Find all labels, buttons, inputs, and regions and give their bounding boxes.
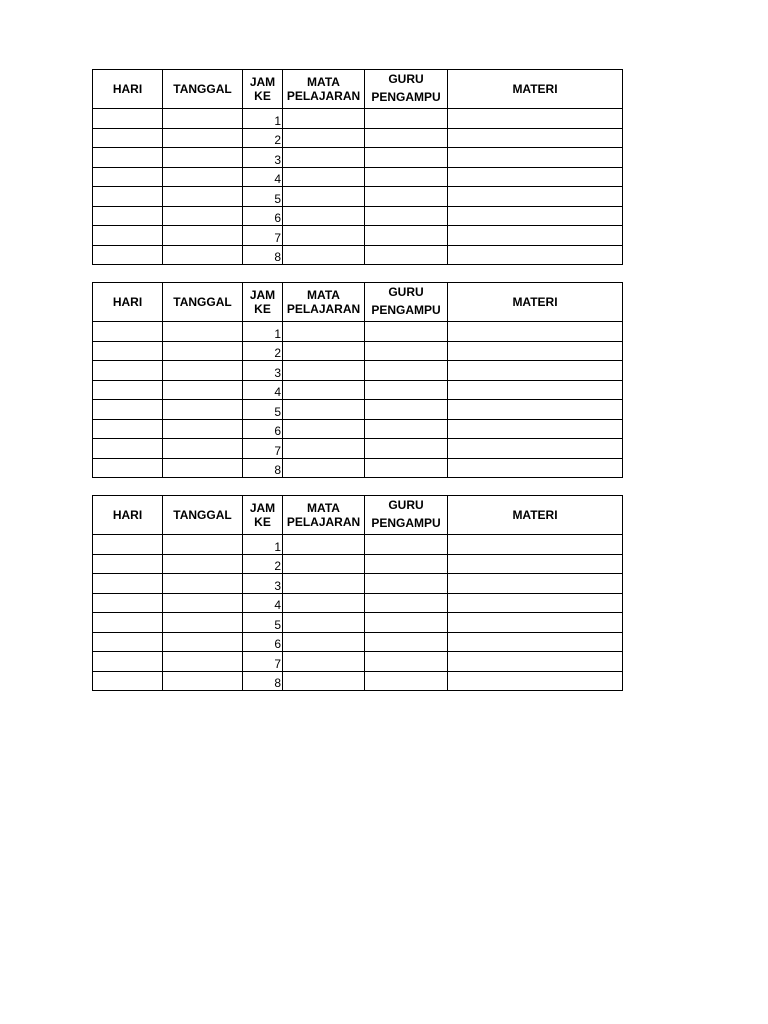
cell-materi[interactable] xyxy=(448,109,623,129)
header-jam-ke-line1: JAM xyxy=(249,75,276,89)
table-row xyxy=(93,632,623,652)
cell-hari[interactable] xyxy=(93,109,163,129)
cell-mata-pelajaran[interactable] xyxy=(283,652,365,672)
cell-guru-pengampu[interactable] xyxy=(365,632,448,652)
cell-jam-ke: 4 xyxy=(243,593,283,613)
cell-mata-pelajaran[interactable] xyxy=(283,128,365,148)
cell-jam-ke: 1 xyxy=(243,535,283,555)
cell-hari[interactable] xyxy=(93,187,163,207)
cell-jam-ke: 7 xyxy=(243,226,283,246)
cell-jam-ke: 3 xyxy=(243,148,283,168)
cell-guru-pengampu[interactable] xyxy=(365,206,448,226)
cell-guru-pengampu[interactable] xyxy=(365,535,448,555)
header-guru-pengampu xyxy=(365,496,448,535)
cell-hari[interactable] xyxy=(93,652,163,672)
cell-materi[interactable] xyxy=(448,187,623,207)
cell-tanggal[interactable] xyxy=(163,380,243,400)
cell-mata-pelajaran[interactable] xyxy=(283,187,365,207)
cell-hari[interactable] xyxy=(93,458,163,478)
cell-tanggal[interactable] xyxy=(163,341,243,361)
header-tanggal: TANGGAL xyxy=(163,283,243,322)
header-guru-pengampu xyxy=(365,283,448,322)
cell-mata-pelajaran[interactable] xyxy=(283,322,365,342)
table-row xyxy=(93,593,623,613)
cell-tanggal[interactable] xyxy=(163,322,243,342)
cell-tanggal[interactable] xyxy=(163,128,243,148)
header-mata-pelajaran-line1: MATA xyxy=(307,501,340,515)
cell-materi[interactable] xyxy=(448,439,623,459)
cell-tanggal[interactable] xyxy=(163,226,243,246)
cell-tanggal[interactable] xyxy=(163,632,243,652)
cell-hari[interactable] xyxy=(93,128,163,148)
cell-tanggal[interactable] xyxy=(163,206,243,226)
header-jam-ke-line2: KE xyxy=(254,515,271,529)
header-materi: MATERI xyxy=(448,496,623,535)
cell-jam-ke: 7 xyxy=(243,652,283,672)
header-tanggal: TANGGAL xyxy=(163,70,243,109)
cell-guru-pengampu[interactable] xyxy=(365,128,448,148)
cell-guru-pengampu[interactable] xyxy=(365,458,448,478)
cell-materi[interactable] xyxy=(448,206,623,226)
cell-materi[interactable] xyxy=(448,341,623,361)
cell-mata-pelajaran[interactable] xyxy=(283,671,365,691)
cell-guru-pengampu[interactable] xyxy=(365,226,448,246)
cell-tanggal[interactable] xyxy=(163,361,243,381)
cell-jam-ke: 1 xyxy=(243,322,283,342)
cell-hari[interactable] xyxy=(93,148,163,168)
cell-tanggal[interactable] xyxy=(163,593,243,613)
cell-hari[interactable] xyxy=(93,554,163,574)
cell-materi[interactable] xyxy=(448,380,623,400)
cell-materi[interactable] xyxy=(448,535,623,555)
cell-mata-pelajaran[interactable] xyxy=(283,109,365,129)
cell-guru-pengampu[interactable] xyxy=(365,148,448,168)
cell-jam-ke: 6 xyxy=(243,419,283,439)
table-row xyxy=(93,322,623,342)
table-row xyxy=(93,245,623,265)
cell-guru-pengampu[interactable] xyxy=(365,400,448,420)
cell-tanggal[interactable] xyxy=(163,574,243,594)
cell-mata-pelajaran[interactable] xyxy=(283,380,365,400)
table-row xyxy=(93,439,623,459)
cell-hari[interactable] xyxy=(93,574,163,594)
table-row xyxy=(93,671,623,691)
table-row xyxy=(93,361,623,381)
cell-materi[interactable] xyxy=(448,593,623,613)
header-hari: HARI xyxy=(93,283,163,322)
schedule-table-2 xyxy=(92,282,623,478)
cell-guru-pengampu[interactable] xyxy=(365,380,448,400)
cell-tanggal[interactable] xyxy=(163,652,243,672)
header-mata-pelajaran-line2: PELAJARAN xyxy=(286,515,361,529)
cell-mata-pelajaran[interactable] xyxy=(283,554,365,574)
table-row xyxy=(93,380,623,400)
header-mata-pelajaran-line2: PELAJARAN xyxy=(286,302,361,316)
cell-guru-pengampu[interactable] xyxy=(365,109,448,129)
table-row xyxy=(93,554,623,574)
header-guru-pengampu-line1: GURU xyxy=(388,284,424,299)
cell-jam-ke: 8 xyxy=(243,245,283,265)
cell-mata-pelajaran[interactable] xyxy=(283,419,365,439)
cell-jam-ke: 5 xyxy=(243,613,283,633)
cell-hari[interactable] xyxy=(93,226,163,246)
cell-materi[interactable] xyxy=(448,574,623,594)
schedule-table-1 xyxy=(92,69,623,265)
cell-tanggal[interactable] xyxy=(163,419,243,439)
cell-hari[interactable] xyxy=(93,593,163,613)
table-row xyxy=(93,187,623,207)
cell-mata-pelajaran[interactable] xyxy=(283,148,365,168)
cell-hari[interactable] xyxy=(93,400,163,420)
cell-guru-pengampu[interactable] xyxy=(365,652,448,672)
cell-guru-pengampu[interactable] xyxy=(365,361,448,381)
header-jam-ke xyxy=(243,496,283,535)
cell-mata-pelajaran[interactable] xyxy=(283,439,365,459)
cell-materi[interactable] xyxy=(448,400,623,420)
cell-hari[interactable] xyxy=(93,341,163,361)
cell-tanggal[interactable] xyxy=(163,187,243,207)
header-mata-pelajaran xyxy=(283,496,365,535)
table-row xyxy=(93,613,623,633)
cell-materi[interactable] xyxy=(448,226,623,246)
header-row xyxy=(93,283,623,322)
cell-mata-pelajaran[interactable] xyxy=(283,535,365,555)
cell-hari[interactable] xyxy=(93,245,163,265)
header-mata-pelajaran-line2: PELAJARAN xyxy=(286,89,361,103)
cell-jam-ke: 4 xyxy=(243,167,283,187)
table-row xyxy=(93,226,623,246)
cell-materi[interactable] xyxy=(448,632,623,652)
cell-tanggal[interactable] xyxy=(163,535,243,555)
cell-mata-pelajaran[interactable] xyxy=(283,632,365,652)
cell-jam-ke: 3 xyxy=(243,574,283,594)
header-jam-ke xyxy=(243,283,283,322)
cell-mata-pelajaran[interactable] xyxy=(283,400,365,420)
cell-guru-pengampu[interactable] xyxy=(365,574,448,594)
cell-mata-pelajaran[interactable] xyxy=(283,341,365,361)
cell-tanggal[interactable] xyxy=(163,245,243,265)
table-row xyxy=(93,167,623,187)
cell-tanggal[interactable] xyxy=(163,167,243,187)
cell-guru-pengampu[interactable] xyxy=(365,419,448,439)
cell-hari[interactable] xyxy=(93,322,163,342)
cell-jam-ke: 2 xyxy=(243,554,283,574)
cell-tanggal[interactable] xyxy=(163,458,243,478)
cell-hari[interactable] xyxy=(93,632,163,652)
cell-jam-ke: 5 xyxy=(243,187,283,207)
cell-jam-ke: 8 xyxy=(243,671,283,691)
cell-jam-ke: 4 xyxy=(243,380,283,400)
schedule-table-3 xyxy=(92,495,623,691)
cell-jam-ke: 2 xyxy=(243,341,283,361)
header-jam-ke-line2: KE xyxy=(254,89,271,103)
table-row xyxy=(93,206,623,226)
cell-materi[interactable] xyxy=(448,419,623,439)
table-row xyxy=(93,128,623,148)
header-guru-pengampu-line2: PENGAMPU xyxy=(371,89,441,104)
table-row xyxy=(93,341,623,361)
cell-mata-pelajaran[interactable] xyxy=(283,458,365,478)
header-mata-pelajaran xyxy=(283,70,365,109)
cell-tanggal[interactable] xyxy=(163,400,243,420)
table-row xyxy=(93,535,623,555)
cell-materi[interactable] xyxy=(448,613,623,633)
header-mata-pelajaran-line1: MATA xyxy=(307,288,340,302)
cell-hari[interactable] xyxy=(93,419,163,439)
header-guru-pengampu-line2: PENGAMPU xyxy=(371,515,441,530)
cell-materi[interactable] xyxy=(448,245,623,265)
header-row xyxy=(93,496,623,535)
cell-mata-pelajaran[interactable] xyxy=(283,613,365,633)
cell-mata-pelajaran[interactable] xyxy=(283,226,365,246)
table-row xyxy=(93,400,623,420)
cell-mata-pelajaran[interactable] xyxy=(283,206,365,226)
header-tanggal: TANGGAL xyxy=(163,496,243,535)
cell-materi[interactable] xyxy=(448,167,623,187)
cell-materi[interactable] xyxy=(448,458,623,478)
header-jam-ke-line1: JAM xyxy=(249,288,276,302)
cell-hari[interactable] xyxy=(93,380,163,400)
cell-guru-pengampu[interactable] xyxy=(365,439,448,459)
cell-jam-ke: 8 xyxy=(243,458,283,478)
cell-hari[interactable] xyxy=(93,206,163,226)
cell-tanggal[interactable] xyxy=(163,148,243,168)
header-mata-pelajaran-line1: MATA xyxy=(307,75,340,89)
cell-mata-pelajaran[interactable] xyxy=(283,245,365,265)
cell-mata-pelajaran[interactable] xyxy=(283,361,365,381)
cell-guru-pengampu[interactable] xyxy=(365,554,448,574)
cell-hari[interactable] xyxy=(93,535,163,555)
cell-materi[interactable] xyxy=(448,322,623,342)
cell-hari[interactable] xyxy=(93,167,163,187)
cell-hari[interactable] xyxy=(93,613,163,633)
cell-tanggal[interactable] xyxy=(163,613,243,633)
table-row xyxy=(93,148,623,168)
cell-guru-pengampu[interactable] xyxy=(365,245,448,265)
cell-materi[interactable] xyxy=(448,361,623,381)
table-row xyxy=(93,652,623,672)
cell-tanggal[interactable] xyxy=(163,554,243,574)
cell-jam-ke: 6 xyxy=(243,632,283,652)
header-guru-pengampu-line2: PENGAMPU xyxy=(371,302,441,317)
cell-jam-ke: 3 xyxy=(243,361,283,381)
cell-guru-pengampu[interactable] xyxy=(365,167,448,187)
header-hari: HARI xyxy=(93,70,163,109)
cell-jam-ke: 6 xyxy=(243,206,283,226)
cell-hari[interactable] xyxy=(93,361,163,381)
header-jam-ke xyxy=(243,70,283,109)
cell-guru-pengampu[interactable] xyxy=(365,322,448,342)
table-row xyxy=(93,419,623,439)
header-mata-pelajaran xyxy=(283,283,365,322)
header-guru-pengampu-line1: GURU xyxy=(388,71,424,86)
cell-jam-ke: 2 xyxy=(243,128,283,148)
cell-hari[interactable] xyxy=(93,671,163,691)
cell-tanggal[interactable] xyxy=(163,109,243,129)
cell-jam-ke: 1 xyxy=(243,109,283,129)
cell-materi[interactable] xyxy=(448,671,623,691)
cell-guru-pengampu[interactable] xyxy=(365,613,448,633)
header-row xyxy=(93,70,623,109)
header-hari: HARI xyxy=(93,496,163,535)
header-jam-ke-line1: JAM xyxy=(249,501,276,515)
cell-tanggal[interactable] xyxy=(163,439,243,459)
table-row xyxy=(93,574,623,594)
cell-guru-pengampu[interactable] xyxy=(365,671,448,691)
header-guru-pengampu xyxy=(365,70,448,109)
cell-guru-pengampu[interactable] xyxy=(365,341,448,361)
header-materi: MATERI xyxy=(448,283,623,322)
cell-materi[interactable] xyxy=(448,652,623,672)
table-row xyxy=(93,109,623,129)
cell-hari[interactable] xyxy=(93,439,163,459)
header-materi: MATERI xyxy=(448,70,623,109)
cell-materi[interactable] xyxy=(448,148,623,168)
cell-tanggal[interactable] xyxy=(163,671,243,691)
table-row xyxy=(93,458,623,478)
cell-jam-ke: 5 xyxy=(243,400,283,420)
cell-materi[interactable] xyxy=(448,128,623,148)
header-jam-ke-line2: KE xyxy=(254,302,271,316)
cell-guru-pengampu[interactable] xyxy=(365,187,448,207)
cell-jam-ke: 7 xyxy=(243,439,283,459)
cell-mata-pelajaran[interactable] xyxy=(283,167,365,187)
cell-mata-pelajaran[interactable] xyxy=(283,574,365,594)
header-guru-pengampu-line1: GURU xyxy=(388,497,424,512)
cell-materi[interactable] xyxy=(448,554,623,574)
cell-guru-pengampu[interactable] xyxy=(365,593,448,613)
cell-mata-pelajaran[interactable] xyxy=(283,593,365,613)
